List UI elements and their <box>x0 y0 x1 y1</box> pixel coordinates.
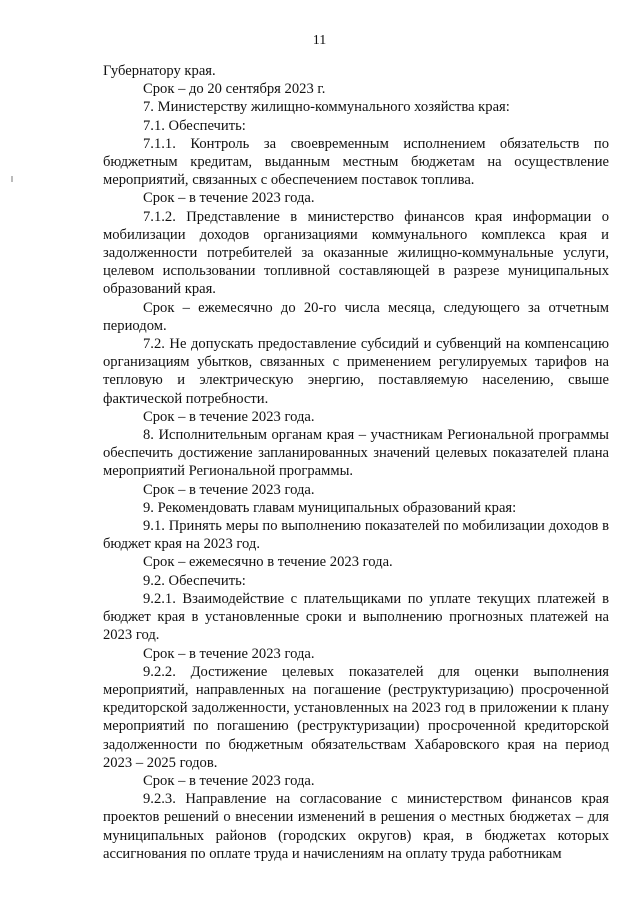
item-9-2-2: 9.2.2. Достижение целевых показателей для оценки выполнения мероприятий, направленных на погашение (реструктуризацию) просроченной кредиторской задолженности, установленных на 2023 год в приложении к плану мероприятий по погашению (реструктуризации) просроченной кредиторской задолженности по бюджетным обязательствам Хабаровского края на период 2023 – 2025 годов. <box>103 663 609 771</box>
item-7-1: 7.1. Обеспечить: <box>143 117 246 134</box>
section-8: 8. Исполнительным органам края – участникам Региональной программы обеспечить достижение запланированных значений целевых показателей плана мероприятий Региональной программы. <box>103 427 609 480</box>
deadline-text: Срок – в течение 2023 года. <box>143 190 315 207</box>
item-9-1: 9.1. Принять меры по выполнению показателей по мобилизации доходов в бюджет края на 2023 год. <box>103 518 609 553</box>
document-body <box>103 62 609 863</box>
section-9-heading: 9. Рекомендовать главам муниципальных образований края: <box>143 499 517 516</box>
deadline-text: Срок – в течение 2023 года. <box>143 408 315 425</box>
deadline-text: Срок – ежемесячно до 20-го числа месяца, следующего за отчетным периодом. <box>103 299 609 334</box>
item-7-1-1: 7.1.1. Контроль за своевременным исполнением обязательств по бюджетным кредитам, выданным местным бюджетам на осуществление мероприятий, связанных с обеспечением поставок топлива. <box>103 135 609 189</box>
deadline-text: Срок – ежемесячно в течение 2023 года. <box>143 554 393 571</box>
item-7-1-2: 7.1.2. Представление в министерство финансов края информации о мобилизации доходов организациями коммунального комплекса края и задолженности потребителей за оказанные жилищно-коммунальные услуги, целевом использовании топливной составляющей в разрезе муниципальных образований края. <box>103 208 609 298</box>
item-9-2: 9.2. Обеспечить: <box>143 572 246 589</box>
deadline-text: Срок – в течение 2023 года. <box>143 772 315 789</box>
item-7-2: 7.2. Не допускать предоставление субсидий и субвенций на компенсацию организациям убытков, связанных с применением регулируемых тарифов на тепловую и электрическую энергию, поставляемую населению, свыше фактической потребности. <box>103 336 609 407</box>
item-9-2-3: 9.2.3. Направление на согласование с министерством финансов края проектов решений о внесении изменений в решения о местных бюджетах – для муниципальных районов (городских округов) края, в бюджетах которых ассигнования по оплате труда и начислениям на оплату труда работникам <box>103 791 609 862</box>
page-number: 11 <box>312 33 327 48</box>
margin-mark <box>11 176 13 182</box>
deadline-text: Срок – в течение 2023 года. <box>143 481 315 498</box>
item-9-2-1: 9.2.1. Взаимодействие с плательщиками по уплате текущих платежей в бюджет края в установленные сроки и выполнению прогнозных платежей на 2023 год. <box>103 590 609 644</box>
deadline-text: Срок – до 20 сентября 2023 г. <box>143 81 326 98</box>
deadline-text: Срок – в течение 2023 года. <box>143 645 315 662</box>
section-7-heading: 7. Министерству жилищно-коммунального хозяйства края: <box>143 99 510 116</box>
paragraph-continuation: Губернатору края. <box>103 63 216 79</box>
